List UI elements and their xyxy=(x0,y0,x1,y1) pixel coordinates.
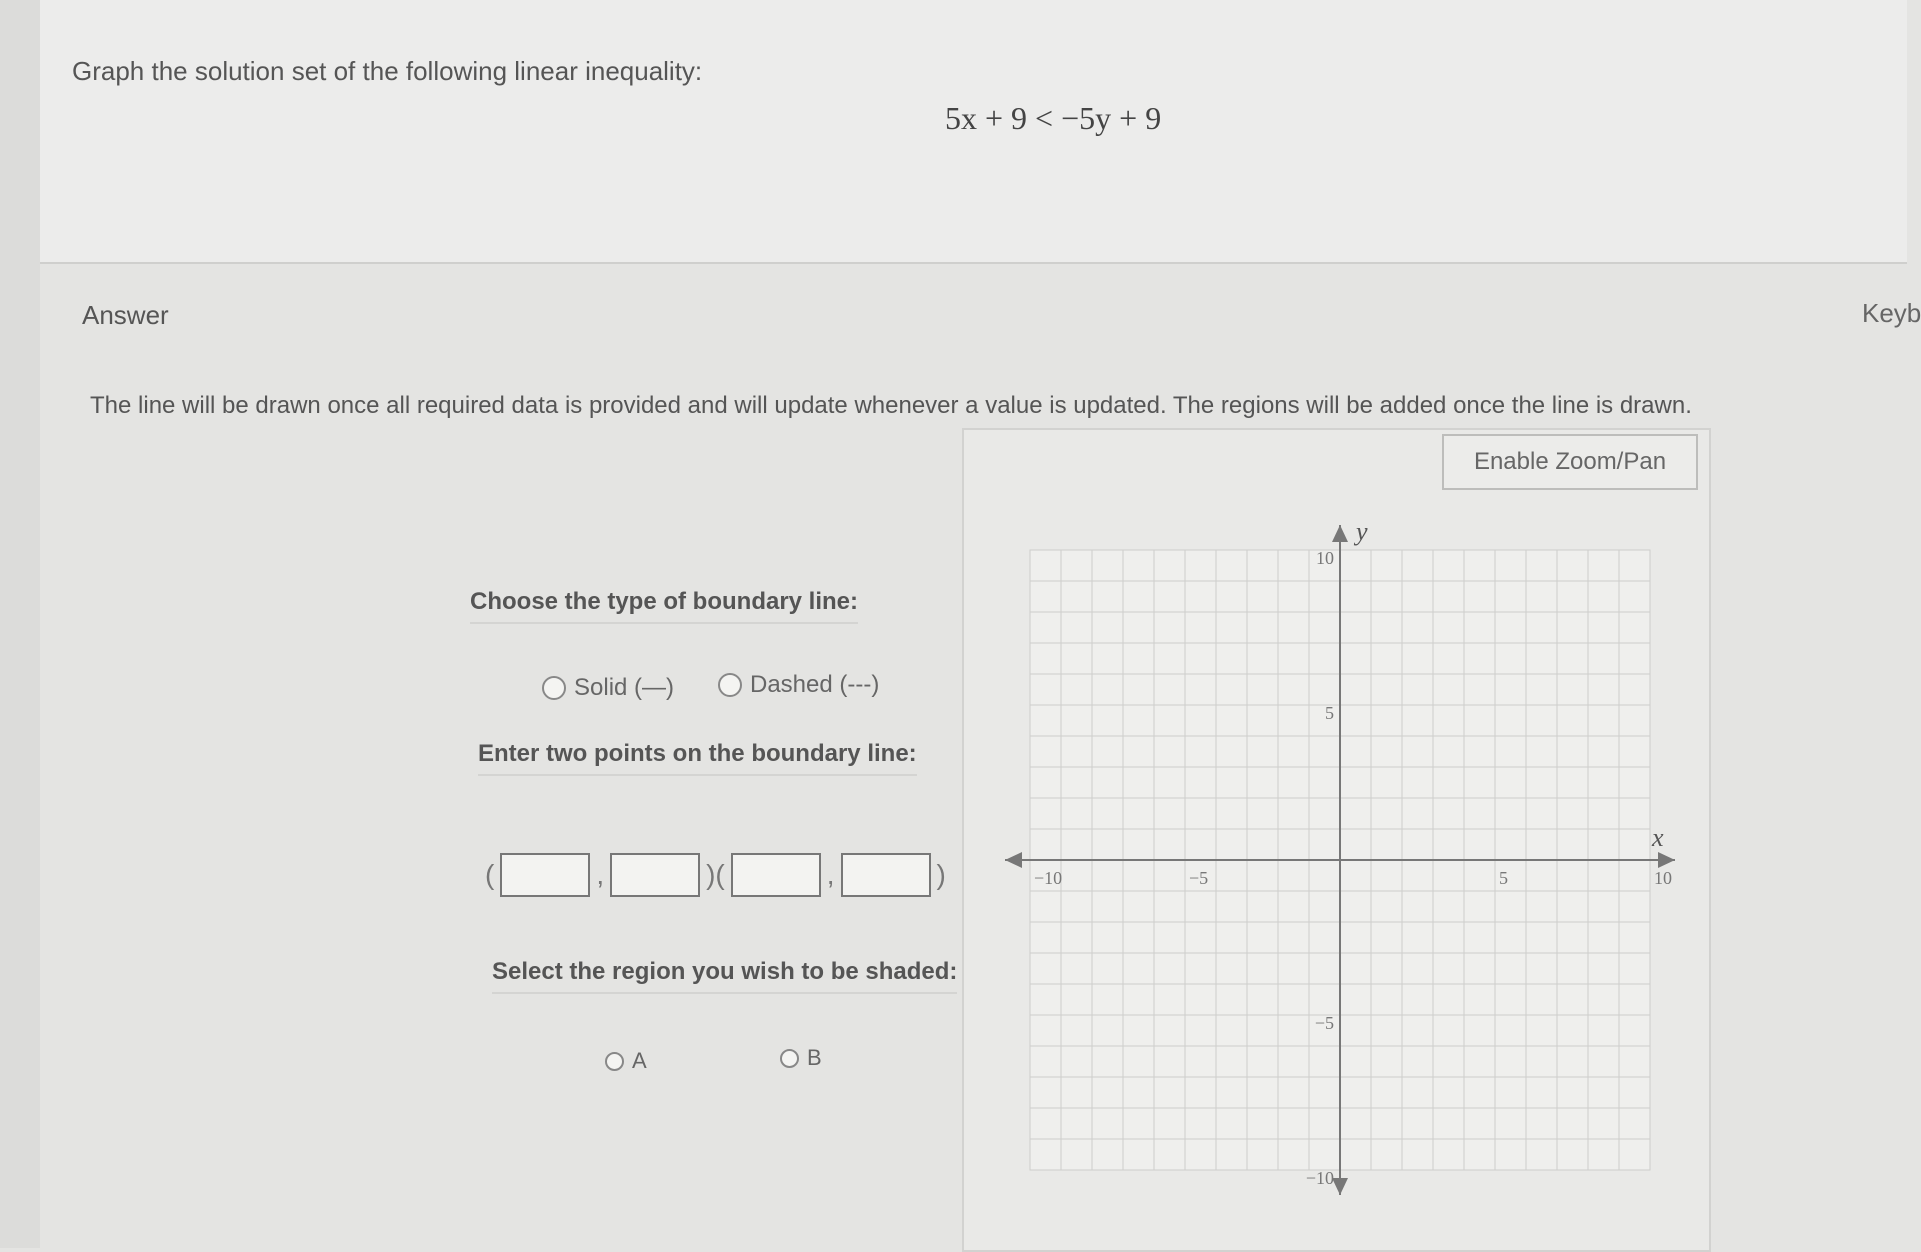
keyboard-link[interactable]: Keyb xyxy=(1862,298,1921,328)
paren-separator: )( xyxy=(706,859,725,890)
dashed-radio[interactable] xyxy=(718,673,742,697)
x-axis-label: x xyxy=(1652,823,1664,852)
region-a-option[interactable] xyxy=(605,1048,647,1074)
solid-option-label: Solid (—) xyxy=(574,674,675,701)
comma-1: , xyxy=(596,859,605,890)
point1-y-input[interactable] xyxy=(610,853,700,897)
left-gutter xyxy=(0,0,40,1248)
region-b-label: B xyxy=(807,1045,822,1070)
region-label: Select the region you wish to be shaded: xyxy=(492,958,957,994)
region-b-option[interactable] xyxy=(780,1045,822,1071)
y-tick-label: 5 xyxy=(1325,703,1334,723)
coordinate-graph[interactable] xyxy=(990,510,1690,1210)
x-tick-label: −10 xyxy=(1034,868,1063,888)
y-axis-label: y xyxy=(1356,517,1368,546)
points-label: Enter two points on the boundary line: xyxy=(478,740,917,776)
boundary-type-label: Choose the type of boundary line: xyxy=(470,588,858,624)
close-paren-2: ) xyxy=(936,859,946,890)
y-tick-label: −10 xyxy=(1305,1168,1334,1188)
dashed-option-label: Dashed (---) xyxy=(750,671,880,698)
answer-heading: Answer xyxy=(82,300,169,330)
x-axis-arrow-right xyxy=(1658,852,1675,868)
y-tick-label: −5 xyxy=(1314,1013,1334,1033)
region-b-radio[interactable] xyxy=(780,1049,799,1068)
y-axis-arrow-down xyxy=(1332,1178,1348,1195)
x-axis-arrow-left xyxy=(1005,852,1022,868)
comma-2: , xyxy=(826,859,835,890)
question-prompt: Graph the solution set of the following linear inequality: xyxy=(72,56,703,86)
question-panel xyxy=(40,0,1907,264)
point2-x-input[interactable] xyxy=(731,853,821,897)
solid-line-option[interactable] xyxy=(542,674,674,702)
y-axis-arrow-up xyxy=(1332,525,1348,542)
x-tick-label: 10 xyxy=(1654,868,1672,888)
open-paren-1: ( xyxy=(485,859,495,890)
region-a-radio[interactable] xyxy=(605,1052,624,1071)
region-a-label: A xyxy=(632,1048,647,1073)
point1-x-input[interactable] xyxy=(500,853,590,897)
solid-radio[interactable] xyxy=(542,676,566,700)
point-entry-group xyxy=(485,853,946,897)
point2-y-input[interactable] xyxy=(841,853,931,897)
dashed-line-option[interactable] xyxy=(718,671,879,699)
x-tick-label: −5 xyxy=(1189,868,1209,888)
enable-zoom-pan-button[interactable]: Enable Zoom/Pan xyxy=(1442,434,1698,490)
inequality-expression: 5x + 9 < −5y + 9 xyxy=(945,100,1162,136)
instructions-text: The line will be drawn once all required data is provided and will update whenever a value is updated. The regions will be added once the line is drawn. xyxy=(90,392,1692,419)
y-tick-label: 10 xyxy=(1316,548,1334,568)
x-tick-label: 5 xyxy=(1499,868,1508,888)
